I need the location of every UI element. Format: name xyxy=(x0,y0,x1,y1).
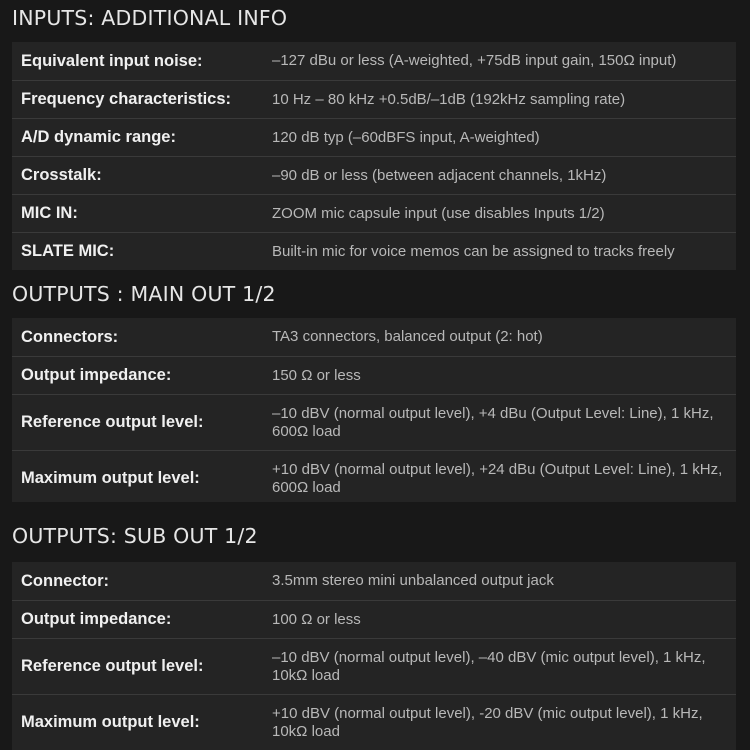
row-value: 120 dB typ (–60dBFS input, A-weighted) xyxy=(272,128,540,146)
section-main-out xyxy=(0,270,750,510)
row-value: ZOOM mic capsule input (use disables Inputs 1/2) xyxy=(272,204,605,222)
row-label: Frequency characteristics: xyxy=(21,90,232,108)
spec-table xyxy=(12,42,736,270)
row-value: 3.5mm stereo mini unbalanced output jack xyxy=(272,572,554,589)
table-row xyxy=(12,156,736,194)
spec-table xyxy=(12,318,736,502)
table-row xyxy=(12,80,736,118)
row-label: A/D dynamic range: xyxy=(21,128,176,146)
row-value: Built-in mic for voice memos can be assigned to tracks freely xyxy=(272,242,675,260)
row-value: –90 dB or less (between adjacent channels, 1kHz) xyxy=(272,166,607,184)
row-value: 100 Ω or less xyxy=(272,610,361,628)
row-label: Output impedance: xyxy=(21,366,172,384)
row-label: MIC IN: xyxy=(21,204,78,222)
row-value: –127 dBu or less (A-weighted, +75dB input gain, 150Ω input) xyxy=(272,52,677,69)
section-title: OUTPUTS: SUB OUT 1/2 xyxy=(12,524,258,548)
row-value: +10 dBV (normal output level), +24 dBu (Output Level: Line), 1 kHz, 600Ω load xyxy=(272,460,723,496)
row-label: Maximum output level: xyxy=(21,469,200,487)
section-sub-out xyxy=(0,512,750,750)
section-title: OUTPUTS : MAIN OUT 1/2 xyxy=(12,282,276,306)
row-label: Equivalent input noise: xyxy=(21,51,203,70)
row-label: Output impedance: xyxy=(21,610,172,628)
spec-table xyxy=(12,562,736,750)
table-row xyxy=(12,232,736,270)
table-row xyxy=(12,394,736,450)
section-title: INPUTS: ADDITIONAL INFO xyxy=(12,6,288,30)
table-row xyxy=(12,118,736,156)
row-value: 150 Ω or less xyxy=(272,366,361,384)
row-label: Reference output level: xyxy=(21,413,204,431)
row-label: Crosstalk: xyxy=(21,166,102,184)
table-row xyxy=(12,450,736,506)
table-row xyxy=(12,694,736,750)
table-row xyxy=(12,42,736,80)
row-value: TA3 connectors, balanced output (2: hot) xyxy=(272,328,543,345)
row-label: Maximum output level: xyxy=(21,713,200,731)
table-row xyxy=(12,318,736,356)
table-row xyxy=(12,356,736,394)
table-row xyxy=(12,194,736,232)
table-row xyxy=(12,600,736,638)
row-value: –10 dBV (normal output level), –40 dBV (mic output level), 1 kHz, 10kΩ load xyxy=(272,648,706,684)
row-label: Reference output level: xyxy=(21,657,204,675)
table-row xyxy=(12,562,736,600)
section-inputs-additional-info xyxy=(0,0,750,270)
row-value: 10 Hz – 80 kHz +0.5dB/–1dB (192kHz sampling rate) xyxy=(272,90,626,108)
row-value: –10 dBV (normal output level), +4 dBu (Output Level: Line), 1 kHz, 600Ω load xyxy=(272,404,714,440)
row-label: Connector: xyxy=(21,571,109,590)
row-value: +10 dBV (normal output level), -20 dBV (mic output level), 1 kHz, 10kΩ load xyxy=(272,704,703,740)
row-label: SLATE MIC: xyxy=(21,242,115,260)
row-label: Connectors: xyxy=(21,327,119,346)
table-row xyxy=(12,638,736,694)
